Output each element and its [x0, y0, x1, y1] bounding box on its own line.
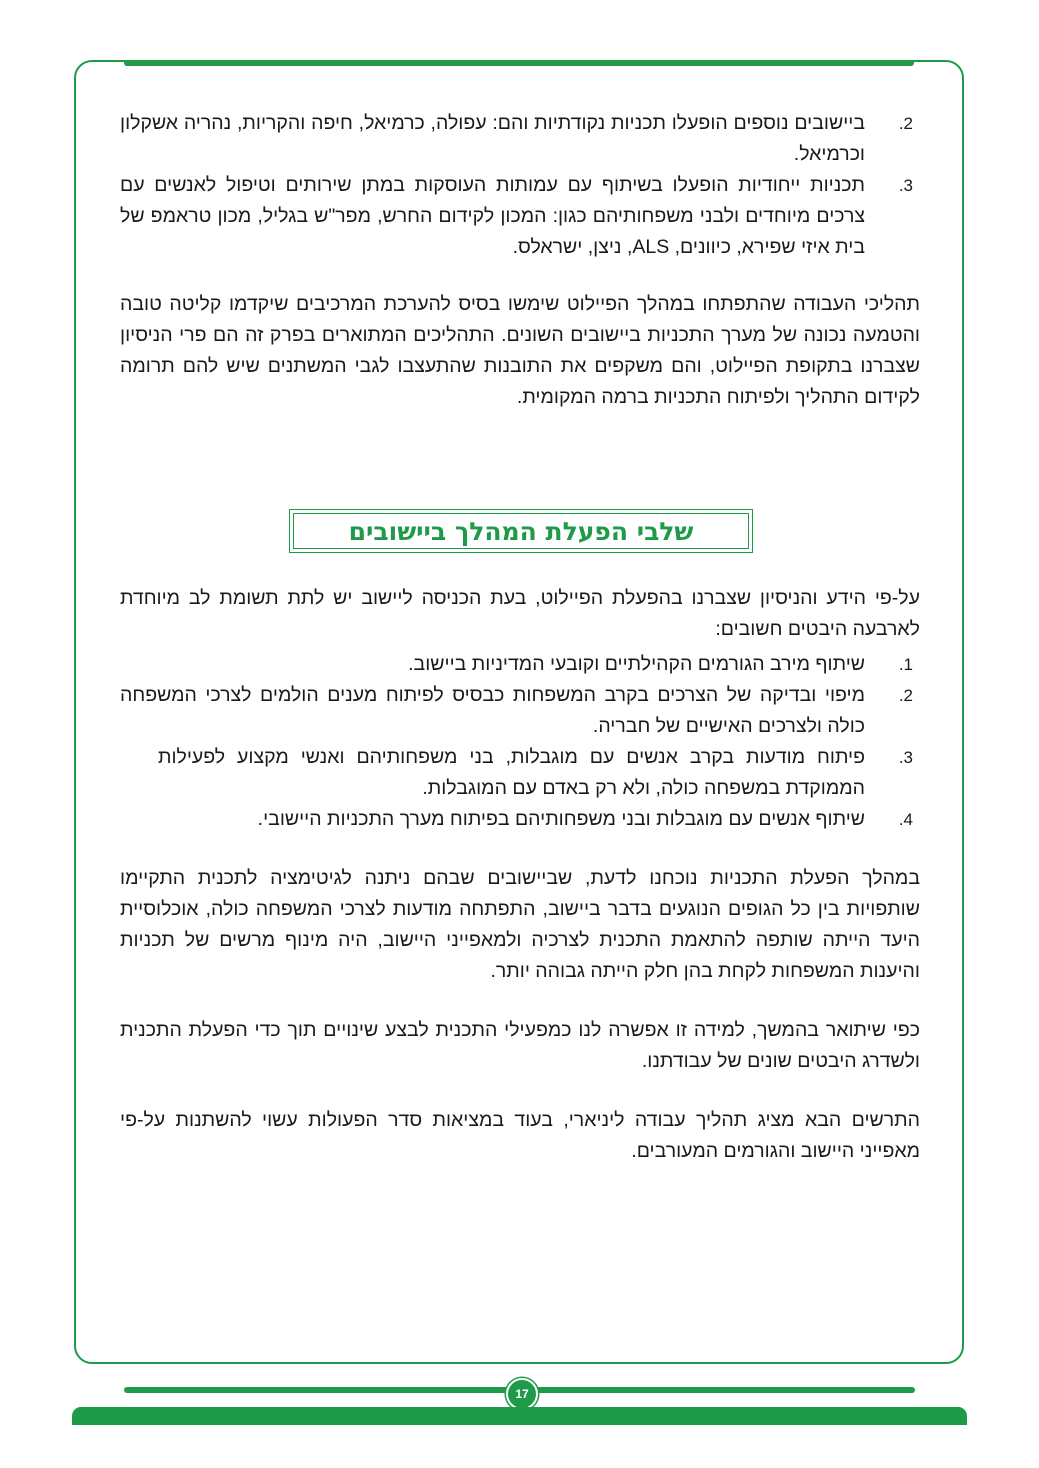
list-number: .1 [898, 655, 913, 674]
list-item-text: פיתוח מודעות בקרב אנשים עם מוגבלות, בני משפחותיהם ואנשי מקצוע לפעילות הממוקדת במשפחה כולה, ולא רק באדם עם המוגבלות. [158, 746, 865, 799]
list-number: .3 [898, 748, 913, 767]
list-item [120, 680, 920, 742]
list-item [120, 170, 920, 263]
list-item-text: תכניות ייחודיות הופעלו בשיתוף עם עמותות העוסקות במתן שירותים וטיפול לאנשים עם צרכים מיוחדים ולבני משפחותיהם כגון: המכון לקידום החרש, מפר"ש בגליל, מכון טראמפ של בית איזי שפירא, כיוונים, ALS, ניצן, ישראלס. [120, 174, 865, 258]
bottom-decorative-band [72, 1407, 967, 1425]
list-item-text: שיתוף אנשים עם מוגבלות ובני משפחותיהם בפיתוח מערך התכניות היישובי. [257, 808, 865, 830]
list-item-text: ביישובים נוספים הופעלו תכניות נקודתיות והם: עפולה, כרמיאל, חיפה והקריות, נהריה אשקלון וכרמיאל. [120, 112, 865, 165]
list-item-text: מיפוי ובדיקה של הצרכים בקרב המשפחות כבסיס לפיתוח מענים הולמים לצרכי המשפחה כולה ולצרכים האישיים של חבריה. [120, 684, 865, 737]
page-number: 17 [506, 1378, 538, 1410]
list-item [120, 804, 920, 835]
section-title: שלבי הפעלת המהלך ביישובים [348, 516, 694, 546]
list-item [120, 108, 920, 170]
aspects-list [120, 649, 920, 835]
list-item [120, 649, 920, 680]
diagram-intro-paragraph: התרשים הבא מציג תהליך עבודה ליניארי, בעוד במציאות סדר הפעולות עשוי להשתנות על-פי מאפייני היישוב והגורמים המעורבים. [120, 1109, 920, 1162]
changes-paragraph: כפי שיתואר בהמשך, למידה זו אפשרה לנו כמפעילי התכנית לבצע שינויים תוך כדי הפעלת התכנית ולשדרג היבטים שונים של עבודתנו. [120, 1019, 920, 1072]
list-number: .4 [898, 810, 913, 829]
list-number: .2 [898, 114, 913, 133]
legitimacy-paragraph: במהלך הפעלת התכניות נוכחנו לדעת, שביישובים שבהם ניתנה לגיטימציה לתכנית התקיימו שותפויות בין כל הגופים הנוגעים בדבר ביישוב, התפתחה מודעות לצרכי המשפחה כולה, אוכלוסיית היעד הייתה שותפה להתאמת התכנית לצרכיה ולמאפייני היישוב, היה מינוף מרשים של תכניות והיענות המשפחות לקחת בהן חלק הייתה גבוהה יותר. [120, 867, 920, 982]
list-number: .3 [898, 176, 913, 195]
list-number: .2 [898, 686, 913, 705]
list-item-text: שיתוף מירב הגורמים הקהילתיים וקובעי המדיניות ביישוב. [408, 653, 865, 675]
list-item [120, 742, 920, 804]
section-title-box [289, 509, 753, 553]
locations-list [120, 108, 920, 263]
lead-paragraph: על-פי הידע והניסיון שצברנו בהפעלת הפיילוט, בעת הכניסה ליישוב יש לתת תשומת לב מיוחדת לארבעה היבטים חשובים: [120, 587, 920, 640]
bottom-decorative-line-left [124, 1387, 510, 1393]
top-decorative-bar [124, 60, 914, 66]
page-content [120, 108, 920, 1167]
bottom-decorative-line-right [532, 1387, 915, 1393]
intro-paragraph: תהליכי העבודה שהתפתחו במהלך הפיילוט שימשו בסיס להערכת המרכיבים שיקדמו קליטה טובה והטמעה נכונה של מערך התכניות ביישובים השונים. התהליכים המתוארים בפרק זה הם פרי הניסיון שצברנו בתקופת הפיילוט, והם משקפים את התובנות שהתעצבו לגבי המשתנים שיש להם תרומה לקידום התהליך ולפיתוח התכניות ברמה המקומית. [120, 293, 920, 408]
